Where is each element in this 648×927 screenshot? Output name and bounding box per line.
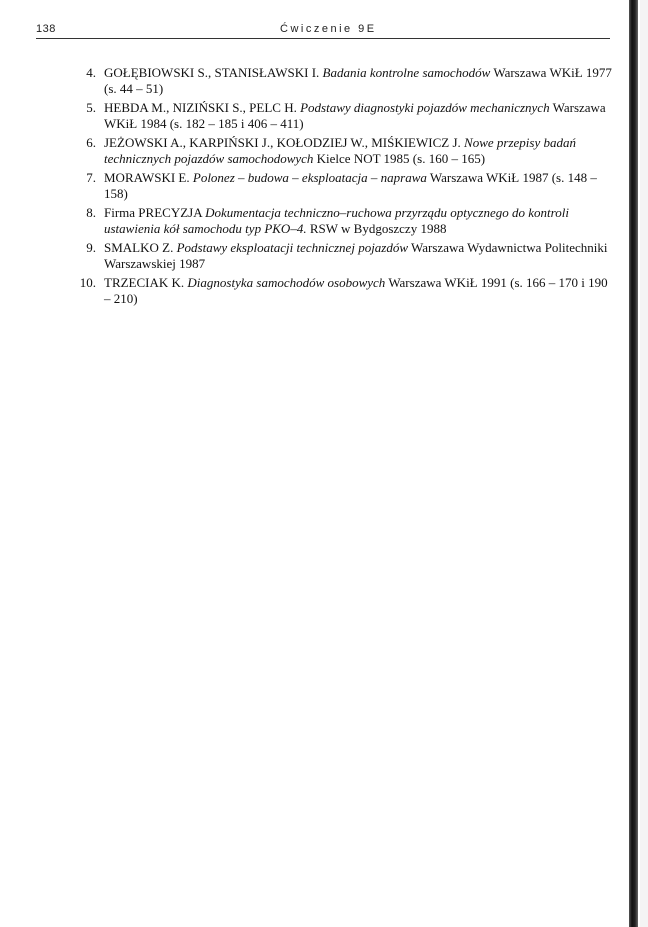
reference-list — [60, 65, 616, 310]
reference-number: 7. — [86, 170, 96, 185]
reference-item — [60, 65, 616, 97]
reference-authors: SMALKO Z. — [104, 240, 174, 255]
reference-title: Podstawy diagnostyki pojazdów mechanicznych — [300, 100, 550, 115]
reference-details: Warszawa WKiŁ 1987 (s. 148 – 158) — [104, 170, 597, 201]
reference-details: Warszawa Wydawnictwa Politechniki Warszawskiej 1987 — [104, 240, 608, 271]
reference-details: Warszawa WKiŁ 1984 (s. 182 – 185 i 406 – 411) — [104, 100, 606, 131]
header-rule — [36, 38, 610, 39]
reference-item — [60, 100, 616, 132]
reference-number: 9. — [86, 240, 96, 255]
reference-authors: GOŁĘBIOWSKI S., STANISŁAWSKI I. — [104, 65, 320, 80]
reference-item — [60, 135, 616, 167]
reference-title: Diagnostyka samochodów osobowych — [187, 275, 386, 290]
reference-title: Polonez – budowa – eksploatacja – naprawa — [192, 170, 427, 185]
reference-item — [60, 205, 616, 237]
scan-margin-shadow — [629, 0, 638, 927]
reference-item — [60, 240, 616, 272]
reference-number: 4. — [86, 65, 96, 80]
reference-title: Nowe przepisy badań technicznych pojazdów samochodowych — [104, 135, 576, 166]
reference-item — [60, 170, 616, 202]
reference-number: 8. — [86, 205, 96, 220]
reference-number: 5. — [86, 100, 96, 115]
reference-authors: HEBDA M., NIZIŃSKI S., PELC H. — [104, 100, 297, 115]
reference-details: Warszawa WKiŁ 1977 (s. 44 – 51) — [104, 65, 612, 96]
reference-details: Kielce NOT 1985 (s. 160 – 165) — [316, 151, 486, 166]
reference-title: Dokumentacja techniczno–ruchowa przyrządu optycznego do kontroli ustawienia kół samochodu typ PKO–4. — [104, 205, 569, 236]
reference-title: Badania kontrolne samochodów — [322, 65, 491, 80]
reference-item — [60, 275, 616, 307]
reference-authors: TRZECIAK K. — [104, 275, 185, 290]
running-head: Ćwiczenie 9E — [280, 23, 377, 35]
reference-authors: Firma PRECYZJA — [104, 205, 202, 220]
reference-authors: JEŻOWSKI A., KARPIŃSKI J., KOŁODZIEJ W., MIŚKIEWICZ J. — [104, 135, 461, 150]
reference-details: Warszawa WKiŁ 1991 (s. 166 – 170 i 190 – 210) — [104, 275, 608, 306]
reference-number: 6. — [86, 135, 96, 150]
reference-details: RSW w Bydgoszczy 1988 — [309, 221, 447, 236]
reference-number: 10. — [79, 275, 96, 290]
reference-title: Podstawy eksploatacji technicznej pojazdów — [176, 240, 409, 255]
reference-authors: MORAWSKI E. — [104, 170, 190, 185]
scan-margin-edge — [640, 0, 648, 927]
page-number: 138 — [36, 23, 56, 35]
